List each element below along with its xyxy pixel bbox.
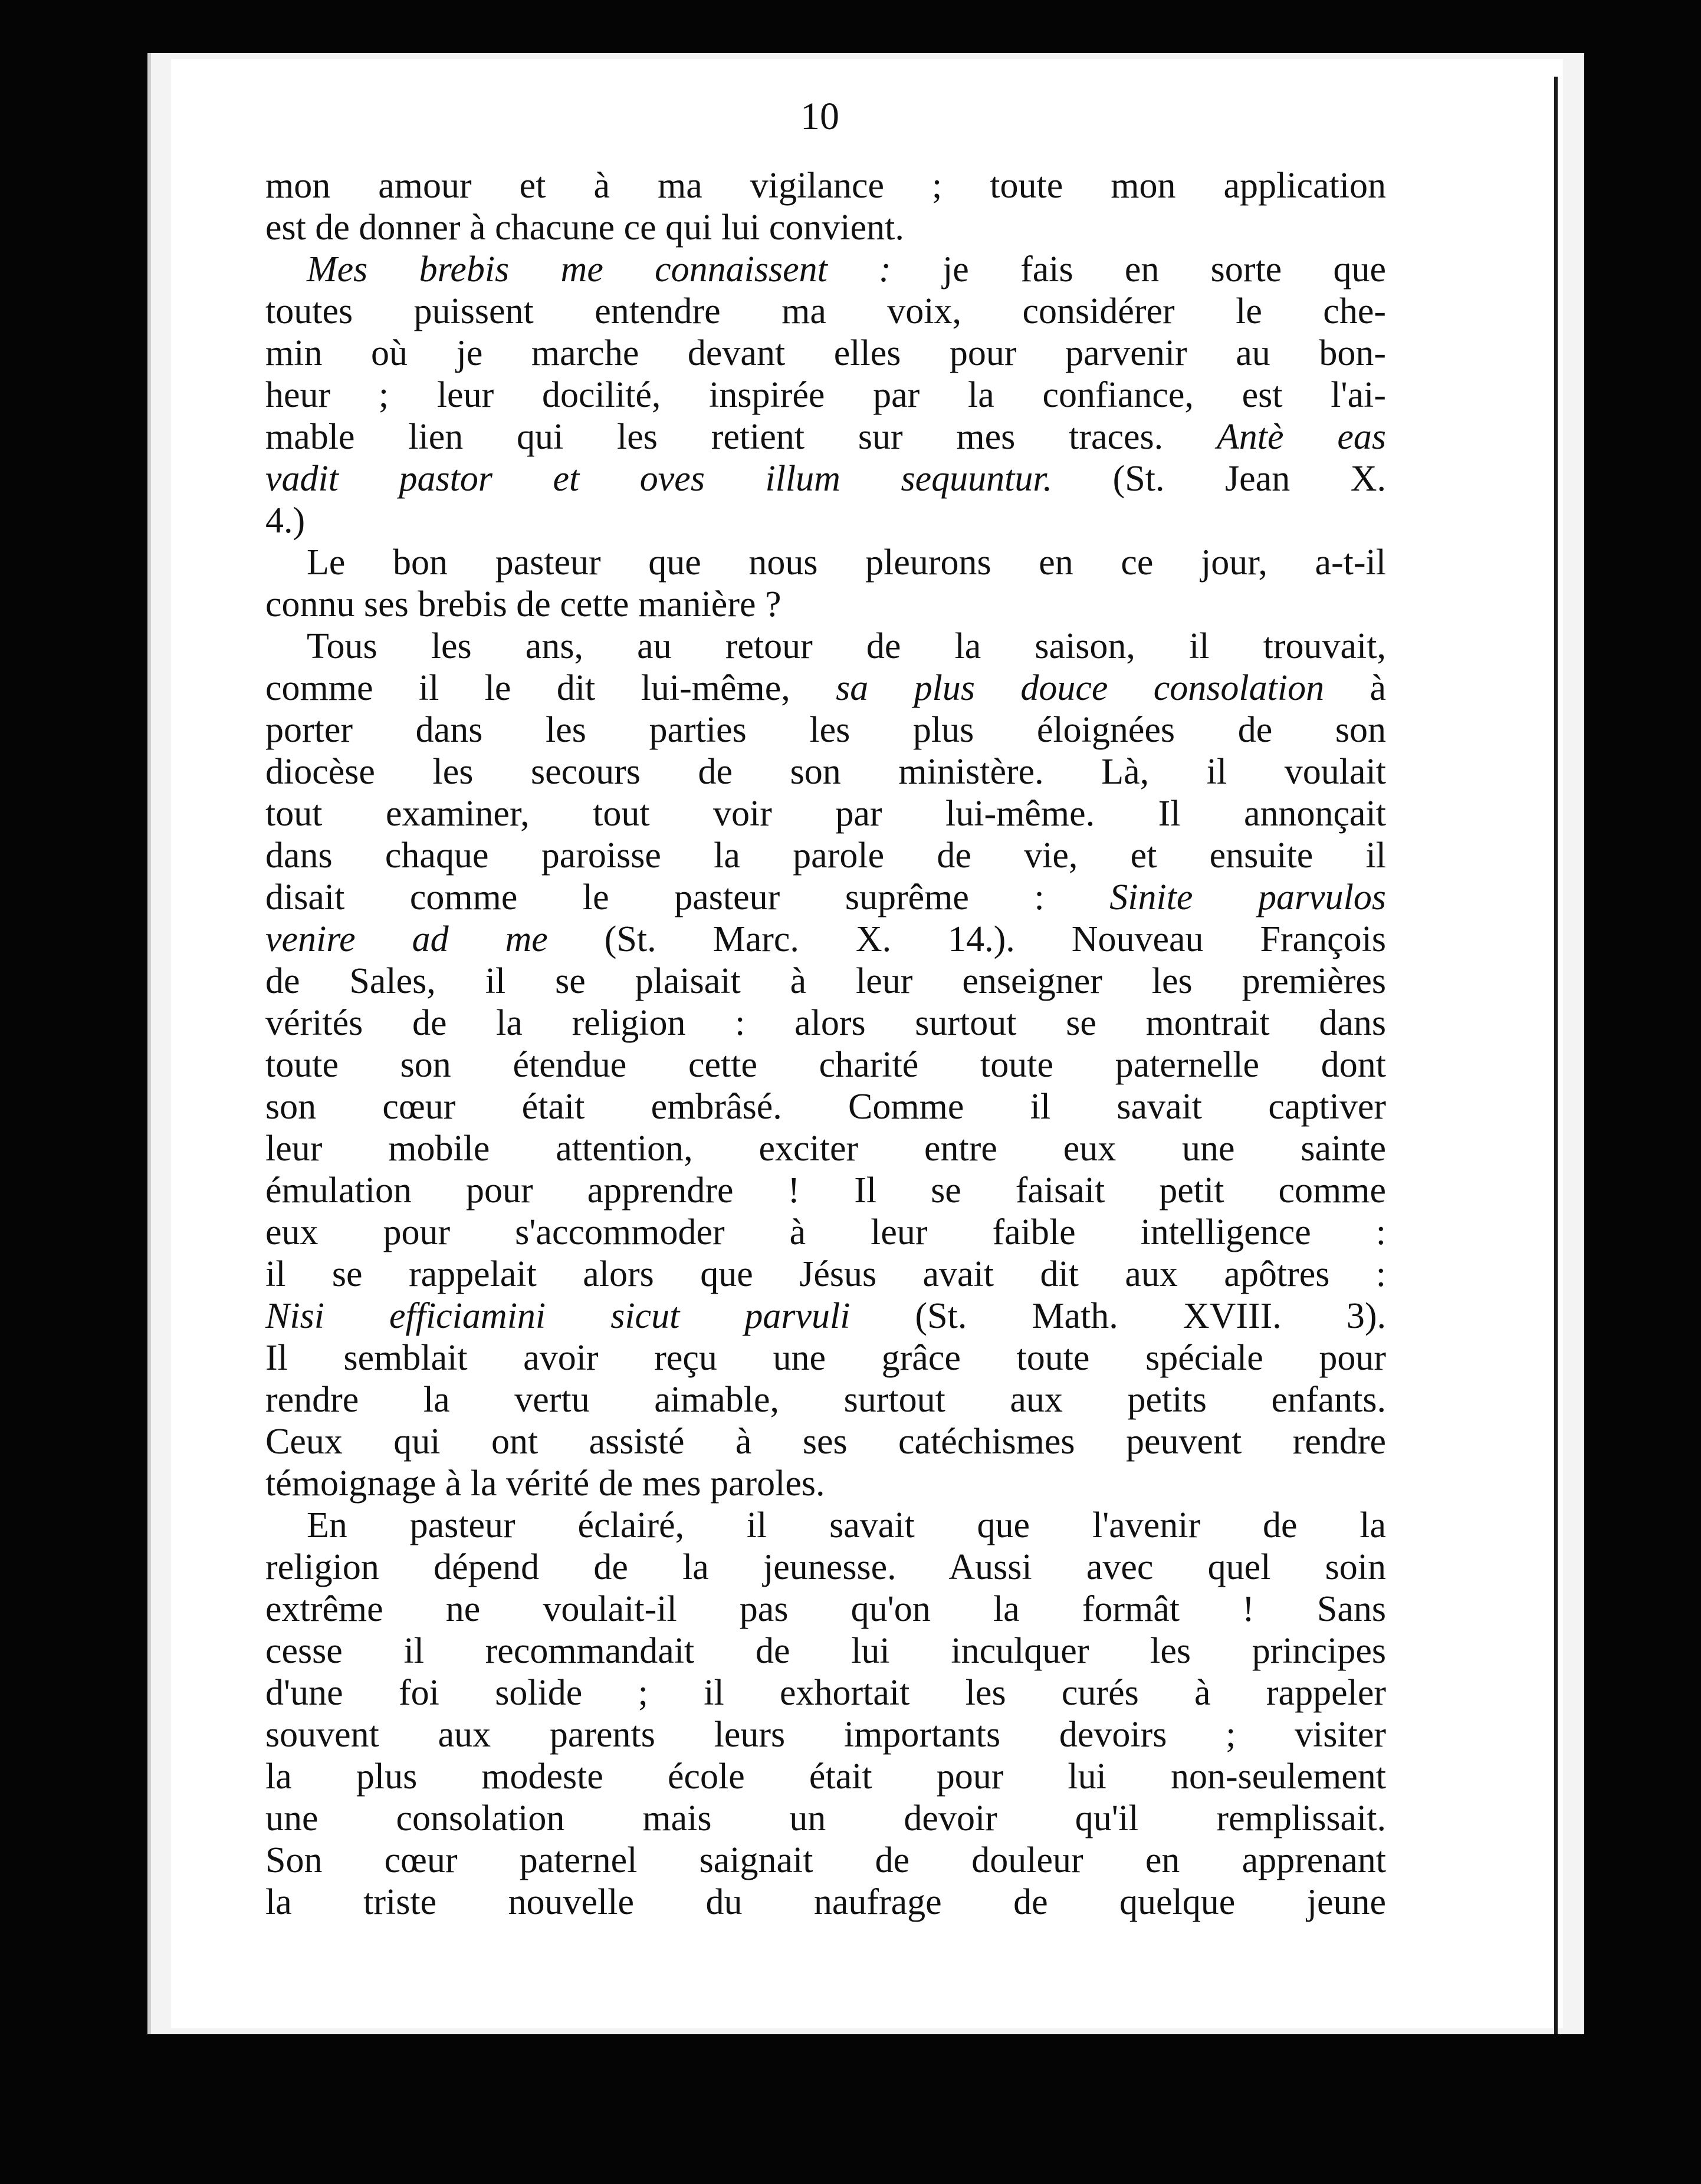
text-segment: Ceux qui ont assisté à ses catéchismes peuvent rendre [265, 1422, 1386, 1462]
italic-quotation: Antè eas [1216, 417, 1386, 457]
text-line [265, 1295, 1386, 1337]
text-line [265, 1588, 1386, 1630]
text-line [265, 835, 1386, 877]
text-line [265, 1044, 1386, 1086]
page-edge-shadow [1554, 77, 1558, 2034]
body-text [265, 165, 1386, 1923]
text-line [265, 1254, 1386, 1295]
text-segment: comme il le dit lui-même, [265, 668, 836, 708]
text-segment: Le bon pasteur que nous pleurons en ce jour, a-t-il [307, 542, 1386, 583]
italic-quotation: Sinite parvulos [1109, 877, 1386, 917]
text-line [265, 793, 1386, 835]
text-line [265, 919, 1386, 961]
text-line [265, 1421, 1386, 1463]
text-segment: souvent aux parents leurs importants devoirs ; visiter [265, 1715, 1386, 1755]
text-line [265, 1128, 1386, 1170]
text-segment: témoignage à la vérité de mes paroles. [265, 1463, 825, 1504]
italic-quotation: vadit pastor et oves illum sequuntur. [265, 459, 1053, 499]
text-line [265, 165, 1386, 207]
text-segment: Il semblait avoir reçu une grâce toute spéciale pour [265, 1338, 1386, 1378]
text-line [265, 1840, 1386, 1882]
text-segment: disait comme le pasteur suprême : [265, 877, 1110, 917]
text-segment: mable lien qui les retient sur mes traces. [265, 417, 1217, 457]
text-segment: de Sales, il se plaisait à leur enseigner les premières [265, 961, 1386, 1001]
text-line [265, 584, 1386, 626]
text-line [265, 1086, 1386, 1128]
text-line [265, 500, 1386, 542]
text-line [265, 709, 1386, 751]
text-line [265, 1463, 1386, 1505]
text-line [265, 1630, 1386, 1672]
text-segment: porter dans les parties les plus éloignées de son [265, 710, 1386, 750]
text-line [265, 667, 1386, 709]
italic-quotation: sa plus douce consolation [836, 668, 1325, 708]
text-line [265, 1672, 1386, 1714]
text-line [265, 961, 1386, 1002]
text-line [265, 626, 1386, 667]
text-segment: une consolation mais un devoir qu'il remplissait. [265, 1798, 1386, 1838]
text-segment: émulation pour apprendre ! Il se faisait petit comme [265, 1170, 1386, 1211]
text-segment: tout examiner, tout voir par lui-même. Il annonçait [265, 794, 1386, 834]
page-number: 10 [800, 95, 839, 138]
text-segment: la triste nouvelle du naufrage de quelque jeune [265, 1882, 1386, 1922]
text-segment: heur ; leur docilité, inspirée par la confiance, est l'ai- [265, 375, 1386, 415]
text-line [265, 1756, 1386, 1798]
text-line [265, 333, 1386, 374]
text-line [265, 1714, 1386, 1756]
text-segment: je fais en sorte que [891, 249, 1386, 290]
text-segment: d'une foi solide ; il exhortait les curés à rappeler [265, 1673, 1386, 1713]
text-line [265, 1170, 1386, 1212]
text-segment: (St. Jean X. [1052, 459, 1386, 499]
text-segment: connu ses brebis de cette manière ? [265, 584, 781, 624]
text-segment: min où je marche devant elles pour parvenir au bon- [265, 333, 1386, 373]
text-line [265, 207, 1386, 249]
text-line [265, 416, 1386, 458]
text-segment: diocèse les secours de son ministère. Là, il voulait [265, 752, 1386, 792]
text-line [265, 1002, 1386, 1044]
text-segment: (St. Marc. X. 14.). Nouveau François [547, 919, 1386, 959]
text-segment: Son cœur paternel saignait de douleur en apprenant [265, 1840, 1386, 1880]
text-segment: (St. Math. XVIII. 3). [850, 1296, 1386, 1336]
text-segment: toutes puissent entendre ma voix, considérer le che- [265, 291, 1386, 331]
text-segment: est de donner à chacune ce qui lui convient. [265, 208, 904, 248]
italic-quotation: Mes brebis me connaissent : [307, 249, 891, 290]
italic-quotation: venire ad me [265, 919, 548, 959]
text-segment: rendre la vertu aimable, surtout aux petits enfants. [265, 1380, 1386, 1420]
text-segment: leur mobile attention, exciter entre eux une sainte [265, 1129, 1386, 1169]
text-line [265, 458, 1386, 500]
text-line [265, 542, 1386, 584]
text-segment: extrême ne voulait-il pas qu'on la formât ! Sans [265, 1589, 1386, 1629]
text-segment: En pasteur éclairé, il savait que l'avenir de la [307, 1505, 1386, 1545]
text-line [265, 1379, 1386, 1421]
text-line [265, 1798, 1386, 1840]
text-segment: dans chaque paroisse la parole de vie, et ensuite il [265, 836, 1386, 876]
text-segment: il se rappelait alors que Jésus avait dit aux apôtres : [265, 1254, 1386, 1294]
text-line [265, 374, 1386, 416]
text-segment: vérités de la religion : alors surtout se montrait dans [265, 1003, 1386, 1043]
text-segment: son cœur était embrâsé. Comme il savait captiver [265, 1087, 1386, 1127]
text-line [265, 291, 1386, 333]
text-segment: religion dépend de la jeunesse. Aussi avec quel soin [265, 1547, 1386, 1587]
text-segment: 4.) [265, 501, 306, 541]
text-line [265, 1212, 1386, 1254]
text-line [265, 1882, 1386, 1923]
text-segment: eux pour s'accommoder à leur faible intelligence : [265, 1212, 1386, 1252]
text-line [265, 1505, 1386, 1547]
text-segment: la plus modeste école était pour lui non-seulement [265, 1757, 1386, 1797]
text-line [265, 1547, 1386, 1588]
text-line [265, 249, 1386, 291]
text-segment: Tous les ans, au retour de la saison, il trouvait, [307, 626, 1386, 666]
italic-quotation: Nisi efficiamini sicut parvuli [265, 1296, 850, 1336]
text-line [265, 877, 1386, 919]
text-segment: toute son étendue cette charité toute paternelle dont [265, 1045, 1386, 1085]
text-segment: cesse il recommandait de lui inculquer les principes [265, 1631, 1386, 1671]
text-segment: mon amour et à ma vigilance ; toute mon application [265, 166, 1386, 206]
text-line [265, 1337, 1386, 1379]
text-segment: à [1324, 668, 1386, 708]
text-line [265, 751, 1386, 793]
